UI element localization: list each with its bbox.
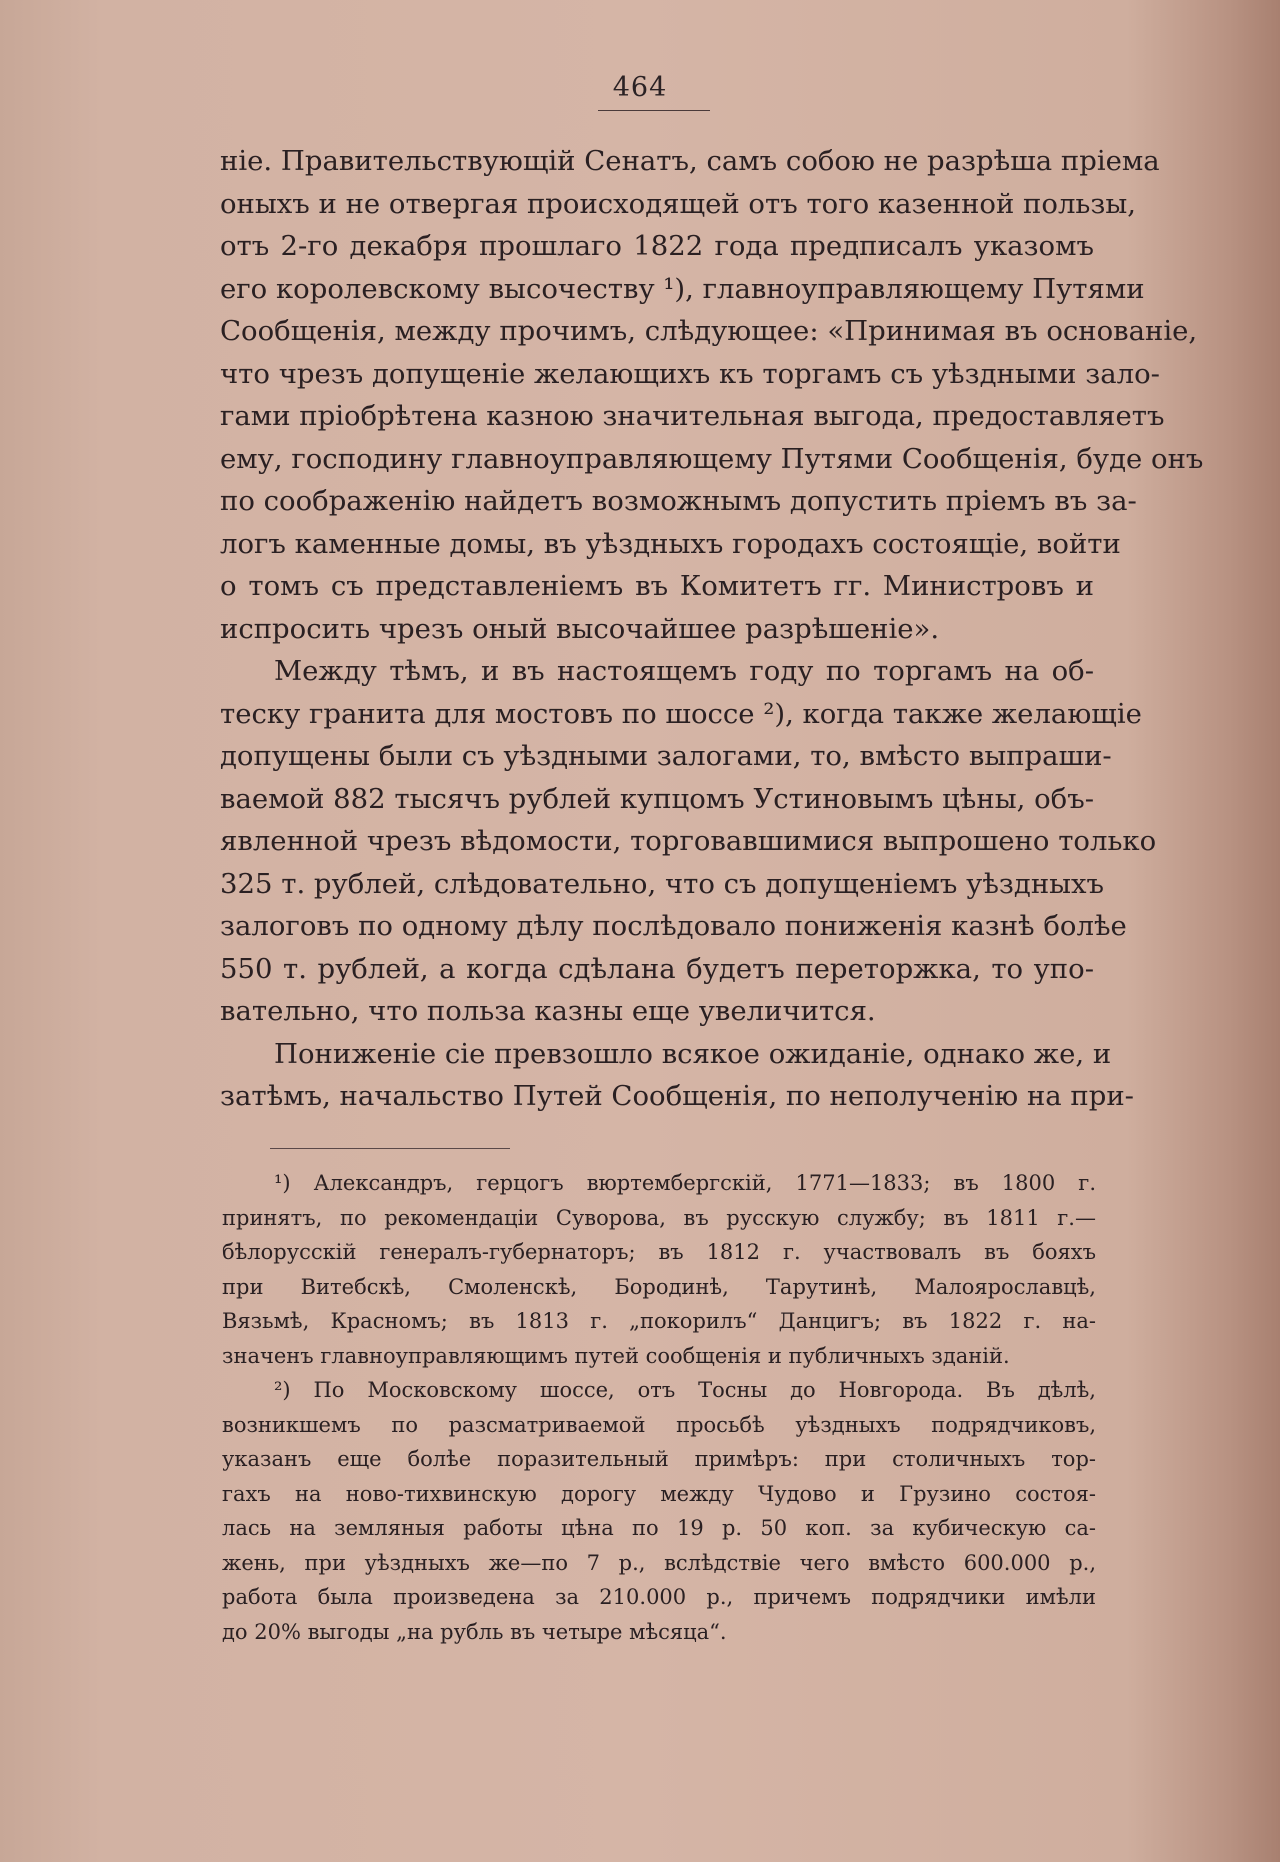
footnote-line: ²) По Московскому шоссе, отъ Тосны до Новгорода. Въ дѣлѣ,: [274, 1378, 1096, 1402]
footnote-line: до 20% выгоды „на рубль въ четыре мѣсяца“.: [222, 1619, 727, 1644]
footnote-line: возникшемъ по разсматриваемой просьбѣ уѣздныхъ подрядчиковъ,: [222, 1412, 1096, 1437]
footnotes: [222, 1166, 1096, 1649]
text-line: залоговъ по одному дѣлу послѣдовало пониженія казнѣ болѣе: [220, 910, 1127, 942]
text-line: Между тѣмъ, и въ настоящемъ году по торгамъ на об-: [274, 655, 1094, 687]
text-line: ему, господину главноуправляющему Путями Сообщенія, буде онъ: [220, 442, 1204, 475]
page-number-rule: [598, 110, 710, 111]
text-line: гами пріобрѣтена казною значительная выгода, предоставляетъ: [220, 400, 1165, 432]
footnote-line: указанъ еще болѣе поразительный примѣръ: при столичныхъ тор-: [222, 1447, 1096, 1471]
footnote-line: значенъ главноуправляющимъ путей сообщенія и публичныхъ зданій.: [222, 1343, 1010, 1368]
footnote-line: Вязьмѣ, Красномъ; въ 1813 г. „покорилъ“ Данцигъ; въ 1822 г. на-: [222, 1309, 1096, 1333]
footnote-line: бѣлорусскій генералъ-губернаторъ; въ 1812 г. участвовалъ въ бояхъ: [222, 1240, 1096, 1264]
footnote-line: лась на земляныя работы цѣна по 19 р. 50 коп. за кубическую са-: [222, 1516, 1096, 1540]
footnote-line: ¹) Александръ, герцогъ вюртембергскій, 1771—1833; въ 1800 г.: [274, 1171, 1096, 1195]
text-line: Пониженіе сіе превзошло всякое ожиданіе, однако же, и: [274, 1037, 1112, 1070]
footnote-line: при Витебскѣ, Смоленскѣ, Бородинѣ, Тарутинѣ, Малоярославцѣ,: [222, 1274, 1096, 1299]
footnote-line: гахъ на ново-тихвинскую дорогу между Чудово и Грузино состоя-: [222, 1481, 1096, 1506]
footnote-separator: [270, 1148, 510, 1149]
text-line: допущены были съ уѣздными залогами, то, вмѣсто выпраши-: [220, 740, 1112, 772]
text-line: явленной чрезъ вѣдомости, торговавшимися выпрошено только: [220, 825, 1157, 857]
text-line: отъ 2-го декабря прошлаго 1822 года предписалъ указомъ: [220, 230, 1094, 262]
text-line: логъ каменные домы, въ уѣздныхъ городахъ состоящіе, войти: [220, 527, 1121, 560]
text-line: ваемой 882 тысячъ рублей купцомъ Устиновымъ цѣны, объ-: [220, 782, 1094, 815]
text-line: ніе. Правительствующій Сенатъ, самъ собою не разрѣша пріема: [220, 145, 1160, 177]
footnote-line: принятъ, по рекомендаціи Суворова, въ русскую службу; въ 1811 г.—: [222, 1205, 1096, 1230]
footnote-line: работа была произведена за 210.000 р., причемъ подрядчики имѣли: [222, 1585, 1096, 1609]
text-line: его королевскому высочеству ¹), главноуправляющему Путями: [220, 272, 1145, 305]
text-line: вательно, что польза казны еще увеличится.: [220, 995, 876, 1027]
text-line: что чрезъ допущеніе желающихъ къ торгамъ съ уѣздными зало-: [220, 357, 1160, 390]
main-text: [220, 140, 1204, 1118]
page-number: 464: [612, 72, 668, 103]
text-line: 550 т. рублей, а когда сдѣлана будетъ переторжка, то упо-: [220, 952, 1094, 985]
text-line: испросить чрезъ оный высочайшее разрѣшеніе».: [220, 612, 940, 645]
text-line: о томъ съ представленіемъ въ Комитетъ гг. Министровъ и: [220, 570, 1094, 602]
text-line: 325 т. рублей, слѣдовательно, что съ допущеніемъ уѣздныхъ: [220, 867, 1105, 900]
footnote-line: жень, при уѣздныхъ же—по 7 р., вслѣдствіе чего вмѣсто 600.000 р.,: [222, 1550, 1096, 1575]
text-line: Сообщенія, между прочимъ, слѣдующее: «Принимая въ основаніе,: [220, 315, 1198, 347]
text-line: затѣмъ, начальство Путей Сообщенія, по неполученію на при-: [220, 1080, 1134, 1112]
text-line: теску гранита для мостовъ по шоссе ²), когда также желающіе: [220, 697, 1142, 730]
text-line: оныхъ и не отвергая происходящей отъ того казенной пользы,: [220, 187, 1137, 220]
text-line: по соображенію найдетъ возможнымъ допустить пріемъ въ за-: [220, 485, 1137, 517]
